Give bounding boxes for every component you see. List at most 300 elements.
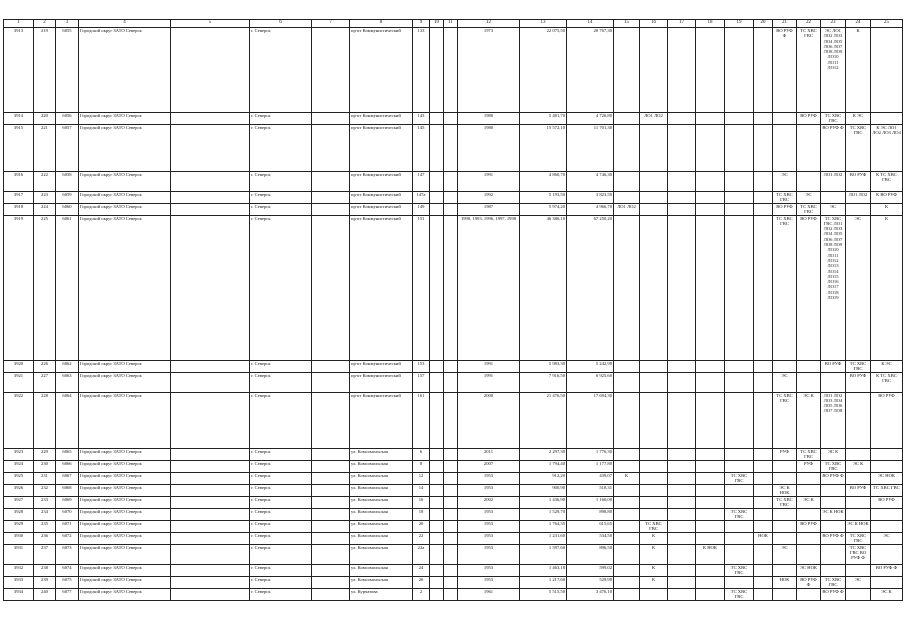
table-cell <box>171 496 250 508</box>
table-cell <box>696 532 725 544</box>
table-cell: ул. Комсомольская <box>350 544 413 564</box>
table-cell: 1953 <box>458 484 520 496</box>
table-cell: ЭС <box>871 532 903 544</box>
table-cell <box>725 28 754 113</box>
table-cell: 3929 <box>4 520 34 532</box>
table-cell: 6062 <box>56 360 79 372</box>
table-cell <box>754 204 773 216</box>
table-cell: г. Северск <box>250 204 312 216</box>
table-cell: ТС ХВС ГВС <box>846 532 871 544</box>
table-row <box>4 460 903 472</box>
table-cell: ТС ХВС ГВС ЛО1 ЛО2 ЛО3 ЛО4 ЛО5 ЛО6 ЛО7 ЛО8 ЛО9 ЛО10 ЛО11 ЛО12 ЛО13 ЛО14 ЛО15 ЛО16 ЛО17 ЛО18 ЛО19 <box>821 215 846 360</box>
table-cell: г. Северск <box>250 448 312 460</box>
table-cell: г. Северск <box>250 588 312 600</box>
table-cell <box>640 496 668 508</box>
table-cell <box>444 125 458 172</box>
table-cell: 1991 <box>458 360 520 372</box>
table-cell: г. Северск <box>250 125 312 172</box>
table-cell <box>725 576 754 588</box>
table-cell: Городской округ ЗАТО Северск <box>79 460 171 472</box>
table-cell: пр-кт Коммунистический <box>350 204 413 216</box>
table-cell: 1980 <box>458 113 520 125</box>
table-cell: Городской округ ЗАТО Северск <box>79 532 171 544</box>
table-cell: РУФ <box>797 460 821 472</box>
table-cell <box>668 544 696 564</box>
table-cell: 235 <box>34 520 56 532</box>
table-cell <box>430 496 444 508</box>
table-cell: К <box>640 544 668 564</box>
table-cell <box>640 588 668 600</box>
table-cell: ул. Комсомольская <box>350 484 413 496</box>
table-cell: 237 <box>34 544 56 564</box>
table-cell: 1 160,00 <box>567 496 614 508</box>
table-cell <box>754 28 773 113</box>
table-cell <box>773 508 797 520</box>
table-cell: 5 242,90 <box>567 360 614 372</box>
table-cell: 1961 <box>458 588 520 600</box>
table-cell: 912,20 <box>520 472 567 484</box>
column-number: 18 <box>696 20 725 28</box>
table-cell <box>696 576 725 588</box>
table-cell: г. Северск <box>250 113 312 125</box>
table-row <box>4 472 903 484</box>
table-row <box>4 28 903 113</box>
table-cell <box>668 588 696 600</box>
table-cell <box>430 360 444 372</box>
table-cell <box>668 496 696 508</box>
table-cell <box>725 392 754 448</box>
table-cell: 222 <box>34 172 56 192</box>
table-cell: 225 <box>34 215 56 360</box>
table-cell: К ВО РУФ <box>871 192 903 204</box>
table-cell: г. Северск <box>250 472 312 484</box>
table-cell <box>444 392 458 448</box>
table-row <box>4 588 903 600</box>
table-cell <box>171 576 250 588</box>
table-cell <box>312 28 350 113</box>
table-cell: ЭС К <box>846 460 871 472</box>
table-cell: 20 767,30 <box>567 28 614 113</box>
table-cell: 6059 <box>56 192 79 204</box>
table-cell <box>444 496 458 508</box>
table-cell <box>797 532 821 544</box>
table-cell: К <box>614 472 640 484</box>
table-cell <box>171 532 250 544</box>
table-cell: ТС ХВС ГВС <box>725 588 754 600</box>
column-number: 4 <box>79 20 171 28</box>
table-cell: 3934 <box>4 588 34 600</box>
table-cell: К <box>871 215 903 360</box>
table-cell: 240 <box>34 588 56 600</box>
table-cell: К НОК <box>696 544 725 564</box>
table-cell: 7 916,50 <box>520 372 567 392</box>
table-cell <box>430 215 444 360</box>
table-cell: 615,65 <box>567 520 614 532</box>
table-cell: ул. Комсомольская <box>350 520 413 532</box>
table-cell: ТС ХВС ГВС <box>725 472 754 484</box>
table-cell <box>430 588 444 600</box>
table-cell <box>725 125 754 172</box>
table-cell <box>444 172 458 192</box>
table-cell <box>430 125 444 172</box>
table-cell <box>444 532 458 544</box>
table-cell <box>614 448 640 460</box>
table-cell <box>668 392 696 448</box>
column-number-row <box>4 20 903 28</box>
table-cell <box>171 544 250 564</box>
table-cell: 2000 <box>458 392 520 448</box>
table-cell: 18 <box>413 508 430 520</box>
table-cell: Городской округ ЗАТО Северск <box>79 520 171 532</box>
table-cell <box>696 172 725 192</box>
table-cell <box>614 192 640 204</box>
table-cell <box>614 392 640 448</box>
table-cell: 2007 <box>458 460 520 472</box>
table-cell: 2002 <box>458 496 520 508</box>
table-cell: 518,31 <box>567 484 614 496</box>
table-cell: 6 <box>413 448 430 460</box>
table-cell <box>846 564 871 576</box>
table-cell <box>725 172 754 192</box>
column-number: 10 <box>430 20 444 28</box>
table-cell: 233 <box>34 496 56 508</box>
table-cell <box>614 508 640 520</box>
table-cell <box>754 448 773 460</box>
table-cell: 439,07 <box>567 472 614 484</box>
table-cell: г. Северск <box>250 544 312 564</box>
table-cell <box>171 360 250 372</box>
table-cell <box>773 564 797 576</box>
table-cell <box>754 588 773 600</box>
column-number: 22 <box>797 20 821 28</box>
table-cell: 4 726,80 <box>567 113 614 125</box>
table-cell <box>871 508 903 520</box>
table-cell: ВО РУФ Ф <box>821 532 846 544</box>
table-cell: 6067 <box>56 472 79 484</box>
table-cell: ул. Комсомольская <box>350 496 413 508</box>
table-cell <box>444 448 458 460</box>
table-cell: 24 <box>413 564 430 576</box>
table-cell: ЭС <box>846 215 871 360</box>
table-cell: 3930 <box>4 532 34 544</box>
table-cell <box>668 508 696 520</box>
table-cell: 236 <box>34 532 56 544</box>
table-cell <box>312 484 350 496</box>
table-cell <box>821 484 846 496</box>
table-cell <box>846 508 871 520</box>
table-cell: РУФ <box>773 448 797 460</box>
table-cell: 900,90 <box>520 484 567 496</box>
table-cell: ВО РУФ Ф <box>797 576 821 588</box>
table-cell <box>640 192 668 204</box>
table-cell <box>640 508 668 520</box>
table-cell: 1 177,80 <box>567 460 614 472</box>
table-cell <box>668 472 696 484</box>
table-cell <box>668 192 696 204</box>
table-cell <box>312 113 350 125</box>
table-cell: Городской округ ЗАТО Северск <box>79 360 171 372</box>
table-cell <box>312 215 350 360</box>
table-cell <box>773 532 797 544</box>
table-cell: ТС ХВС ГВС <box>773 192 797 204</box>
table-cell <box>797 372 821 392</box>
table-cell: 3925 <box>4 472 34 484</box>
table-cell <box>312 204 350 216</box>
table-cell: пр-кт Коммунистический <box>350 172 413 192</box>
table-cell: 219 <box>34 28 56 113</box>
table-cell: 161 <box>413 392 430 448</box>
table-cell <box>312 532 350 544</box>
table-cell: К <box>871 204 903 216</box>
table-cell: НОК <box>754 532 773 544</box>
table-cell <box>444 520 458 532</box>
table-cell: ул. Комсомольская <box>350 508 413 520</box>
table-cell: ул. Комсомольская <box>350 532 413 544</box>
table-cell: 6072 <box>56 532 79 544</box>
table-cell <box>696 564 725 576</box>
table-cell: 6064 <box>56 392 79 448</box>
table-cell: 230 <box>34 460 56 472</box>
table-cell: ЭС К <box>797 496 821 508</box>
table-cell <box>614 484 640 496</box>
table-cell <box>171 460 250 472</box>
column-number: 14 <box>567 20 614 28</box>
table-cell <box>614 564 640 576</box>
table-cell: ВО РУФ <box>846 484 871 496</box>
table-cell: ЭС <box>773 544 797 564</box>
table-cell <box>640 172 668 192</box>
table-cell <box>725 113 754 125</box>
table-cell <box>640 448 668 460</box>
table-cell <box>430 28 444 113</box>
table-cell <box>773 588 797 600</box>
table-cell: пр-кт Коммунистический <box>350 215 413 360</box>
table-cell <box>614 125 640 172</box>
table-cell <box>614 588 640 600</box>
column-number: 13 <box>520 20 567 28</box>
table-cell <box>797 360 821 372</box>
table-row <box>4 372 903 392</box>
table-row <box>4 520 903 532</box>
table-cell: 3924 <box>4 460 34 472</box>
table-cell <box>871 28 903 113</box>
table-cell: г. Северск <box>250 576 312 588</box>
table-cell: пр-кт Коммунистический <box>350 113 413 125</box>
table-cell <box>430 372 444 392</box>
table-cell: 599,02 <box>567 564 614 576</box>
table-cell <box>640 392 668 448</box>
table-cell: ТС ХВС ГВС <box>797 448 821 460</box>
table-cell <box>171 372 250 392</box>
table-cell: 151 <box>413 215 430 360</box>
table-cell <box>871 520 903 532</box>
table-cell: г. Северск <box>250 484 312 496</box>
table-cell <box>444 113 458 125</box>
table-cell <box>696 496 725 508</box>
table-cell: 3931 <box>4 544 34 564</box>
table-cell <box>430 520 444 532</box>
table-cell: 238 <box>34 564 56 576</box>
table-cell: г. Северск <box>250 532 312 544</box>
table-cell: пр-кт Коммунистический <box>350 192 413 204</box>
column-number: 20 <box>754 20 773 28</box>
table-cell: 1990, 1993, 1996, 1997, 1998 <box>458 215 520 360</box>
table-cell: 898,80 <box>567 508 614 520</box>
table-cell <box>430 448 444 460</box>
table-cell: К ТС ХВС ГВС <box>871 372 903 392</box>
table-cell: 1973 <box>458 28 520 113</box>
table-cell <box>312 448 350 460</box>
table-cell <box>797 588 821 600</box>
table-cell: 3918 <box>4 204 34 216</box>
table-cell <box>696 192 725 204</box>
table-cell: 14 <box>413 484 430 496</box>
table-cell <box>640 360 668 372</box>
table-cell: Городской округ ЗАТО Северск <box>79 484 171 496</box>
table-cell <box>725 215 754 360</box>
table-row <box>4 125 903 172</box>
table-cell <box>614 172 640 192</box>
table-cell: 6070 <box>56 508 79 520</box>
table-cell <box>754 372 773 392</box>
table-cell: г. Северск <box>250 564 312 576</box>
table-cell <box>171 204 250 216</box>
table-cell: Городской округ ЗАТО Северск <box>79 508 171 520</box>
table-cell: 5 983,30 <box>520 360 567 372</box>
table-cell: ЭС К НОК <box>821 508 846 520</box>
table-cell: 147а <box>413 192 430 204</box>
table-cell <box>430 192 444 204</box>
table-cell <box>640 472 668 484</box>
table-cell <box>444 204 458 216</box>
table-cell: 3933 <box>4 576 34 588</box>
table-cell <box>668 113 696 125</box>
table-cell <box>754 484 773 496</box>
table-cell: 3915 <box>4 125 34 172</box>
table-cell: 227 <box>34 372 56 392</box>
table-cell <box>312 172 350 192</box>
table-cell: 6075 <box>56 576 79 588</box>
table-cell: Городской округ ЗАТО Северск <box>79 28 171 113</box>
table-cell: ул. Комсомольская <box>350 460 413 472</box>
table-cell: ВО РУФ <box>846 372 871 392</box>
table-cell: ЛО1 ЛО2 <box>821 172 846 192</box>
table-cell <box>444 588 458 600</box>
table-cell: ТС ХВС ГВС <box>846 360 871 372</box>
column-number: 23 <box>821 20 846 28</box>
table-cell <box>754 472 773 484</box>
table-row <box>4 544 903 564</box>
table-cell: ТС ХВС ГВС <box>773 496 797 508</box>
table-cell <box>312 192 350 204</box>
table-cell <box>725 448 754 460</box>
table-cell: ЭС <box>846 576 871 588</box>
table-cell: 17 694,30 <box>567 392 614 448</box>
table-cell: 16 <box>413 496 430 508</box>
table-cell: 6 925,60 <box>567 372 614 392</box>
table-cell: 21 476,50 <box>520 392 567 448</box>
table-cell <box>696 360 725 372</box>
table-cell: Городской округ ЗАТО Северск <box>79 192 171 204</box>
table-cell: ТС ХВС ГВС <box>821 460 846 472</box>
table-cell: 529,90 <box>567 576 614 588</box>
table-cell: 3916 <box>4 172 34 192</box>
table-cell <box>754 520 773 532</box>
table-cell <box>821 372 846 392</box>
table-cell: Городской округ ЗАТО Северск <box>79 472 171 484</box>
table-cell: 26 <box>413 576 430 588</box>
table-cell: Городской округ ЗАТО Северск <box>79 544 171 564</box>
table-cell <box>171 125 250 172</box>
table-cell <box>171 215 250 360</box>
table-cell <box>871 576 903 588</box>
column-number: 8 <box>350 20 413 28</box>
table-cell: 6058 <box>56 172 79 192</box>
table-cell <box>171 448 250 460</box>
table-cell <box>696 215 725 360</box>
table-cell <box>444 472 458 484</box>
table-cell <box>696 372 725 392</box>
table-cell <box>696 588 725 600</box>
table-cell <box>696 125 725 172</box>
table-cell <box>312 496 350 508</box>
table-cell <box>312 472 350 484</box>
table-cell <box>754 508 773 520</box>
table-cell <box>312 125 350 172</box>
table-cell: ТС ХВС ГВС <box>797 28 821 113</box>
column-number: 7 <box>312 20 350 28</box>
table-cell: г. Северск <box>250 28 312 113</box>
table-cell: 1980 <box>458 125 520 172</box>
table-cell <box>312 508 350 520</box>
table-row <box>4 172 903 192</box>
table-cell: ВО РУФ <box>797 520 821 532</box>
table-cell: ВО РУФ Ф <box>821 125 846 172</box>
table-cell <box>640 204 668 216</box>
table-cell: 157 <box>413 372 430 392</box>
table-cell: 3932 <box>4 564 34 576</box>
housing-register-table <box>3 19 903 601</box>
table-cell: Городской округ ЗАТО Северск <box>79 564 171 576</box>
table-cell <box>312 392 350 448</box>
table-cell: ЭС К <box>871 588 903 600</box>
table-cell: ТС ХВС ГВС <box>871 484 903 496</box>
table-cell <box>430 532 444 544</box>
table-cell: К ТС ХВС ГВС <box>871 172 903 192</box>
table-cell <box>797 544 821 564</box>
table-cell <box>871 544 903 564</box>
table-row <box>4 392 903 448</box>
table-cell: 1991 <box>458 372 520 392</box>
table-cell <box>444 544 458 564</box>
table-cell: ул. Комсомольская <box>350 576 413 588</box>
table-cell: 1953 <box>458 472 520 484</box>
table-cell <box>696 204 725 216</box>
table-cell <box>430 392 444 448</box>
table-cell: К <box>640 532 668 544</box>
table-cell: ВО РУФ Ф <box>871 564 903 576</box>
table-cell: 3 476,10 <box>567 588 614 600</box>
table-cell <box>614 372 640 392</box>
table-cell: 231 <box>34 472 56 484</box>
table-row <box>4 192 903 204</box>
table-cell: 147 <box>413 172 430 192</box>
table-cell <box>725 460 754 472</box>
table-cell: К <box>846 28 871 113</box>
table-cell: 22 <box>413 532 430 544</box>
table-cell: ЛО1 ЛО2 ЛО3 ЛО4 ЛО5 ЛО6 ЛО7 ЛО8 <box>821 392 846 448</box>
table-cell <box>668 484 696 496</box>
